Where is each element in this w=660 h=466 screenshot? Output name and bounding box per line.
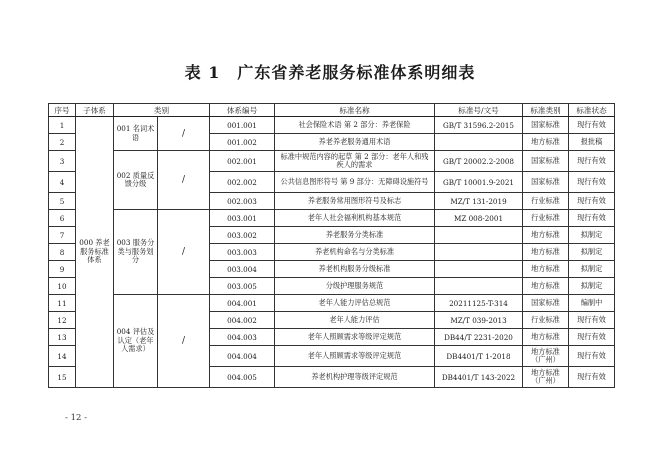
- row-name: 老年人能力评估总规范: [275, 295, 435, 312]
- subsystem-cell: 000 养老服务标准体系: [76, 117, 114, 388]
- row-status: 现行有效: [569, 117, 615, 134]
- row-code: 001.001: [210, 117, 275, 134]
- row-status: 现行有效: [569, 346, 615, 367]
- row-name: 标准中规范内容的起草 第 2 部分：老年人和残疾人的需求: [275, 151, 435, 172]
- page-title: 表 1 广东省养老服务标准体系明细表: [184, 63, 476, 82]
- table-row: [49, 295, 615, 312]
- row-name: 老年人照顾需求等级评定规范: [275, 346, 435, 367]
- row-status: 现行有效: [569, 151, 615, 172]
- row-status: 拟制定: [569, 244, 615, 261]
- row-name: 养老机构命名与分类标准: [275, 244, 435, 261]
- row-name: 养老机构服务分级标准: [275, 261, 435, 278]
- row-std: [435, 227, 523, 244]
- row-code: 004.002: [210, 312, 275, 329]
- subcategory-cell: /: [158, 210, 210, 295]
- standards-table: [48, 103, 615, 388]
- row-code: 003.004: [210, 261, 275, 278]
- row-std: [435, 244, 523, 261]
- row-std: [435, 134, 523, 151]
- row-code: 001.002: [210, 134, 275, 151]
- row-status: 拟制定: [569, 278, 615, 295]
- row-type: 国家标准: [523, 117, 569, 134]
- header-standard-number: 标准号/文号: [435, 104, 523, 117]
- row-status: 现行有效: [569, 367, 615, 388]
- row-code: 004.001: [210, 295, 275, 312]
- row-type: 地方标准: [523, 329, 569, 346]
- header-subsystem: 子体系: [76, 104, 114, 117]
- header-no: 序号: [49, 104, 76, 117]
- row-std: GB/T 31596.2-2015: [435, 117, 523, 134]
- row-name: 养老服务分类标准: [275, 227, 435, 244]
- row-type: 地方标准: [523, 134, 569, 151]
- row-code: 003.005: [210, 278, 275, 295]
- row-type: 地方标准（广州）: [523, 346, 569, 367]
- row-std: MZ/T 039-2013: [435, 312, 523, 329]
- row-type: 地方标准: [523, 227, 569, 244]
- category-cell: 001 名词术语: [114, 117, 158, 151]
- row-no: 1: [49, 117, 76, 134]
- row-no: 12: [49, 312, 76, 329]
- row-type: 国家标准: [523, 295, 569, 312]
- row-name: 养老养老服务通用术语: [275, 134, 435, 151]
- row-type: 行业标准: [523, 312, 569, 329]
- row-name: 老年人照顾需求等级评定规范: [275, 329, 435, 346]
- row-no: 2: [49, 134, 76, 151]
- row-std: DB44/T 2231-2020: [435, 329, 523, 346]
- row-code: 004.004: [210, 346, 275, 367]
- row-type: 地方标准: [523, 278, 569, 295]
- row-code: 004.005: [210, 367, 275, 388]
- row-status: 现行有效: [569, 193, 615, 210]
- header-category: 类别: [114, 104, 210, 117]
- table-row: [49, 117, 615, 134]
- page-number: - 12 -: [65, 413, 87, 423]
- row-status: 现行有效: [569, 329, 615, 346]
- row-no: 9: [49, 261, 76, 278]
- row-no: 13: [49, 329, 76, 346]
- category-cell: 002 质量反馈分级: [114, 151, 158, 210]
- row-status: 拟制定: [569, 261, 615, 278]
- row-type: 行业标准: [523, 210, 569, 227]
- row-std: DB4401/T 1-2018: [435, 346, 523, 367]
- row-no: 7: [49, 227, 76, 244]
- row-std: [435, 261, 523, 278]
- header-standard-status: 标准状态: [569, 104, 615, 117]
- row-type: 地方标准: [523, 244, 569, 261]
- row-type: 国家标准: [523, 151, 569, 172]
- row-no: 14: [49, 346, 76, 367]
- row-no: 6: [49, 210, 76, 227]
- row-no: 5: [49, 193, 76, 210]
- row-type: 国家标准: [523, 172, 569, 193]
- row-std: 20211125-T-314: [435, 295, 523, 312]
- row-name: 老年人社会福利机构基本规范: [275, 210, 435, 227]
- row-name: 养老服务常用图形符号及标志: [275, 193, 435, 210]
- row-no: 3: [49, 151, 76, 172]
- row-std: MZ/T 131-2019: [435, 193, 523, 210]
- row-no: 8: [49, 244, 76, 261]
- row-status: 报批稿: [569, 134, 615, 151]
- row-name: 老年人能力评估: [275, 312, 435, 329]
- row-no: 11: [49, 295, 76, 312]
- header-standard-type: 标准类别: [523, 104, 569, 117]
- row-code: 004.003: [210, 329, 275, 346]
- row-std: [435, 278, 523, 295]
- row-name: 养老机构护理等级评定规范: [275, 367, 435, 388]
- row-code: 002.002: [210, 172, 275, 193]
- header-standard-name: 标准名称: [275, 104, 435, 117]
- row-code: 002.001: [210, 151, 275, 172]
- subcategory-cell: /: [158, 151, 210, 210]
- category-cell: 004 评估及认定（老年人需求）: [114, 295, 158, 388]
- row-std: GB/T 10001.9-2021: [435, 172, 523, 193]
- table-row: [49, 210, 615, 227]
- row-status: 现行有效: [569, 312, 615, 329]
- row-name: 社会保险术语 第 2 部分：养老保险: [275, 117, 435, 134]
- row-name: 公共信息图形符号 第 9 部分：无障碍设施符号: [275, 172, 435, 193]
- subcategory-cell: /: [158, 117, 210, 151]
- row-status: 编制中: [569, 295, 615, 312]
- subcategory-cell: /: [158, 295, 210, 388]
- row-status: 现行有效: [569, 210, 615, 227]
- table-row: [49, 151, 615, 172]
- row-no: 4: [49, 172, 76, 193]
- row-code: 003.002: [210, 227, 275, 244]
- row-status: 拟制定: [569, 227, 615, 244]
- row-no: 10: [49, 278, 76, 295]
- row-code: 003.001: [210, 210, 275, 227]
- row-type: 行业标准: [523, 193, 569, 210]
- row-std: GB/T 20002.2-2008: [435, 151, 523, 172]
- row-std: DB4401/T 143-2022: [435, 367, 523, 388]
- category-cell: 003 服务分类与服务划分: [114, 210, 158, 295]
- row-type: 地方标准: [523, 261, 569, 278]
- row-no: 15: [49, 367, 76, 388]
- row-name: 分级护理服务规范: [275, 278, 435, 295]
- header-code: 体系编号: [210, 104, 275, 117]
- header-row: [49, 104, 615, 117]
- row-std: MZ 008-2001: [435, 210, 523, 227]
- row-type: 地方标准（广州）: [523, 367, 569, 388]
- row-code: 003.003: [210, 244, 275, 261]
- row-status: 现行有效: [569, 172, 615, 193]
- row-code: 002.003: [210, 193, 275, 210]
